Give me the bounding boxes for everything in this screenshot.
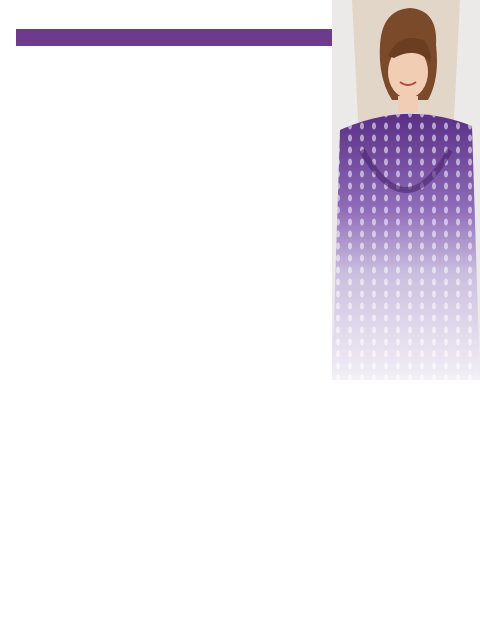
instructions-paragraph (18, 133, 173, 140)
model-photo (332, 0, 480, 380)
page-title (16, 29, 336, 46)
model-photo-art (332, 0, 480, 380)
materials-paragraph (18, 56, 173, 63)
crochet-chart (14, 405, 466, 600)
